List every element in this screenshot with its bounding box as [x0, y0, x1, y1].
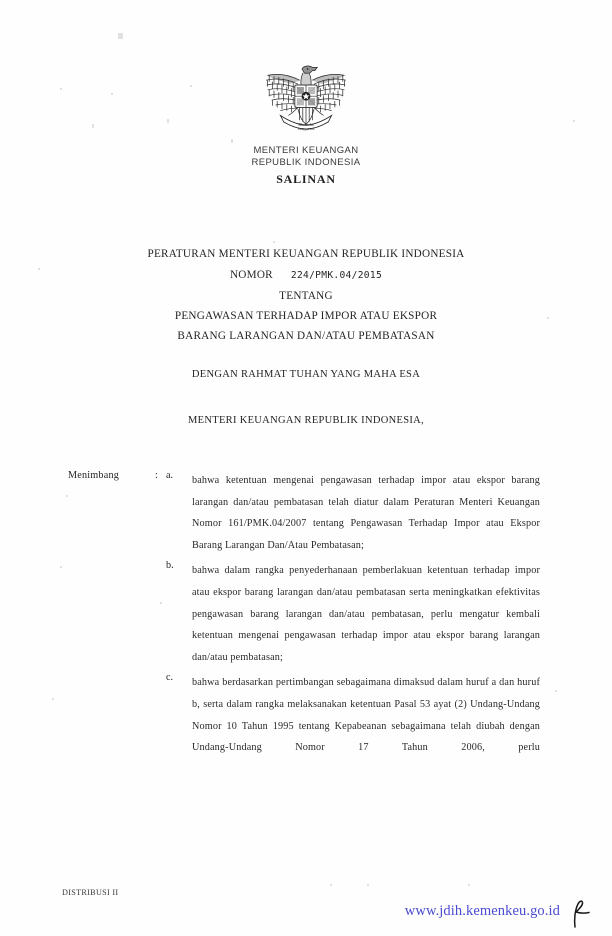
scan-speckle [273, 241, 275, 243]
preamble-block [0, 369, 612, 426]
handwritten-initial [566, 897, 596, 931]
scan-speckle [367, 884, 369, 886]
svg-text:Bhinneka: Bhinneka [298, 121, 314, 127]
preamble-spacer [0, 380, 612, 415]
nomor-value: 224/PMK.04/2015 [290, 270, 383, 281]
regulation-number-row [0, 264, 612, 286]
menimbang-colon: : [155, 470, 158, 481]
clause-text-c: bahwa berdasarkan pertimbangan sebagaimana dimaksud dalam huruf a dan huruf b, serta dalam rangka melaksanakan ketentuan Pasal 53 ayat (2) Undang-Undang Nomor 10 Tahun 1995 tentang Kepabeanan sebagaimana telah diubah dengan Undang-Undang Nomor 17 Tahun 2006, perlu [192, 677, 540, 754]
emblem-container [0, 62, 612, 145]
clause-marker-b: b. [166, 560, 174, 572]
scan-speckle [468, 884, 470, 886]
subject-line-1: PENGAWASAN TERHADAP IMPOR ATAU EKSPOR [174, 310, 438, 322]
clause-text-b: bahwa dalam rangka penyederhanaan pemberlakuan ketentuan terhadap impor atau ekspor barang larangan dan/atau pembatasan serta meningkatkan efektivitas pengawasan barang larangan dan/atau pembatasan, perlu mengatur kembali ketentuan mengenai pengawasan terhadap impor atau ekspor barang larangan dan/atau pembatasan; [192, 565, 540, 663]
ministry-name [0, 145, 612, 168]
scan-speckle [330, 884, 332, 886]
garuda-pancasila-emblem [258, 62, 354, 140]
considerations-section [0, 470, 612, 784]
regulation-title: PERATURAN MENTERI KEUANGAN REPUBLIK INDONESIA [147, 248, 465, 260]
nomor-label: NOMOR [229, 269, 273, 281]
document-title-block [0, 244, 612, 346]
clause-text-a: bahwa ketentuan mengenai pengawasan terhadap impor atau ekspor barang larangan dan/atau pembatasan telah diatur dalam Peraturan Menteri Keuangan Nomor 161/PMK.04/2007 tentang Pengawasan Terhadap Impor atau Ekspor Barang Larangan Dan/Atau Pembatasan; [192, 475, 540, 551]
consideration-item-c [0, 672, 612, 780]
scan-speckle [118, 33, 123, 39]
clause-marker-c: c. [166, 672, 174, 684]
tentang-label: TENTANG [279, 290, 333, 302]
consideration-item-b [0, 560, 612, 668]
distribution-label: DISTRIBUSI II [62, 888, 119, 897]
menimbang-label: Menimbang [68, 470, 120, 481]
svg-text:Tunggal Ika: Tunggal Ika [297, 126, 315, 131]
copy-stamp: SALINAN [276, 172, 336, 186]
ministry-line-2: REPUBLIK INDONESIA [251, 156, 361, 168]
authority-line: MENTERI KEUANGAN REPUBLIK INDONESIA, [188, 415, 424, 426]
subject-line-2: BARANG LARANGAN DAN/ATAU PEMBATASAN [177, 330, 435, 342]
clause-marker-a: a. [166, 470, 174, 481]
consideration-item-a [0, 470, 612, 556]
jdih-watermark-url: www.jdih.kemenkeu.go.id [404, 903, 560, 919]
invocation-line: DENGAN RAHMAT TUHAN YANG MAHA ESA [191, 369, 421, 380]
ministry-line-1: MENTERI KEUANGAN [253, 145, 359, 156]
